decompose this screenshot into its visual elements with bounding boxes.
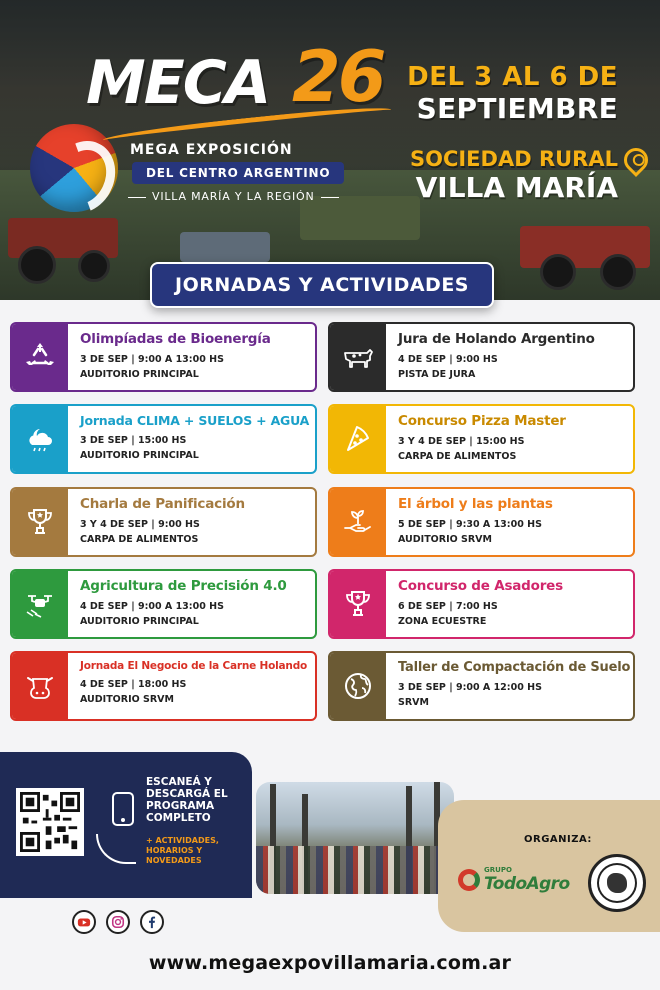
activity-title: Concurso Pizza Master	[398, 413, 566, 429]
organizer-label: ORGANIZA:	[524, 834, 592, 845]
activity-location: PISTA DE JURA	[398, 369, 476, 380]
instagram-icon[interactable]	[106, 910, 130, 934]
activity-title: Olimpíadas de Bioenergía	[80, 331, 271, 347]
activity-schedule: 5 DE SEP | 9:30 A 13:00 HS	[398, 519, 542, 530]
activity-schedule: 4 DE SEP | 9:00 HS	[398, 354, 498, 365]
event-details	[407, 62, 618, 204]
expo-subtitle: DEL CENTRO ARGENTINO	[132, 162, 344, 184]
activity-schedule: 3 DE SEP | 9:00 A 12:00 HS	[398, 682, 542, 693]
activity-text	[386, 406, 566, 472]
activity-location: CARPA DE ALIMENTOS	[398, 451, 517, 462]
meca-logo	[24, 36, 384, 220]
activity-text	[68, 653, 307, 719]
activity-text	[386, 489, 553, 555]
sociedad-rural-seal-icon	[588, 854, 646, 912]
logo-wordmark: MECA	[86, 48, 270, 118]
background-wheel	[18, 246, 56, 284]
activity-schedule: 3 Y 4 DE SEP | 9:00 HS	[80, 519, 200, 530]
activity-card	[328, 487, 635, 557]
activity-title: Jura de Holando Argentino	[398, 331, 595, 347]
todoagro-name: TodoAgro	[484, 874, 570, 894]
crowd-photo	[256, 782, 454, 894]
social-links	[72, 910, 164, 934]
qr-download-panel	[0, 752, 252, 898]
activity-title: Concurso de Asadores	[398, 578, 563, 594]
todoagro-group: GRUPO	[484, 866, 512, 874]
logo-sphere-icon	[30, 124, 118, 212]
facebook-icon[interactable]	[140, 910, 164, 934]
logo-year: 26	[292, 36, 384, 118]
activity-location: AUDITORIO PRINCIPAL	[80, 369, 199, 380]
activity-location: AUDITORIO SRVM	[398, 534, 492, 545]
activity-title: Charla de Panificación	[80, 496, 245, 512]
activity-title: El árbol y las plantas	[398, 496, 553, 512]
activity-schedule: 4 DE SEP | 18:00 HS	[80, 679, 187, 690]
youtube-icon[interactable]	[72, 910, 96, 934]
activity-text	[68, 489, 245, 555]
expo-full-name: MEGA EXPOSICIÓN	[130, 142, 293, 158]
activity-card	[328, 651, 635, 721]
qr-code[interactable]	[16, 788, 84, 856]
photo-crowd	[256, 846, 454, 894]
activity-text	[68, 406, 309, 472]
activity-card	[10, 651, 317, 721]
activity-card	[328, 404, 635, 474]
activity-schedule: 3 Y 4 DE SEP | 15:00 HS	[398, 436, 525, 447]
section-title: JORNADAS Y ACTIVIDADES	[150, 262, 494, 308]
cow-icon	[330, 324, 386, 390]
pizza-icon	[330, 406, 386, 472]
trophy-icon	[12, 489, 68, 555]
event-date-line1: DEL 3 AL 6 DE	[407, 62, 618, 92]
background-machine	[180, 232, 270, 262]
expo-region: VILLA MARÍA Y LA REGIÓN	[122, 190, 345, 203]
event-venue: SOCIEDAD RURAL	[409, 147, 618, 171]
plant-hand-icon	[330, 489, 386, 555]
activity-card	[10, 569, 317, 639]
background-wheel	[78, 250, 110, 282]
trophy-icon	[330, 571, 386, 637]
activity-title: Agricultura de Precisión 4.0	[80, 578, 287, 594]
qr-code-icon	[20, 792, 80, 852]
activity-location: AUDITORIO PRINCIPAL	[80, 616, 199, 627]
smartphone-icon	[112, 792, 134, 826]
arrow-icon	[96, 834, 136, 864]
weather-icon	[12, 406, 68, 472]
activity-location: AUDITORIO PRINCIPAL	[80, 450, 199, 461]
activity-text	[68, 571, 287, 637]
todoagro-mark-icon	[458, 869, 480, 891]
background-wheel	[600, 254, 636, 290]
activity-card	[328, 569, 635, 639]
activity-location: CARPA DE ALIMENTOS	[80, 534, 199, 545]
activity-schedule: 6 DE SEP | 7:00 HS	[398, 601, 498, 612]
activity-text	[386, 571, 563, 637]
event-city: VILLA MARÍA	[415, 171, 618, 204]
recycle-icon	[12, 324, 68, 390]
activity-schedule: 3 DE SEP | 9:00 A 13:00 HS	[80, 354, 224, 365]
activity-location: AUDITORIO SRVM	[80, 694, 174, 705]
todoagro-logo	[458, 866, 570, 893]
activity-card	[10, 487, 317, 557]
activity-title: Jornada El Negocio de la Carne Holando	[80, 660, 308, 672]
activity-text	[68, 324, 271, 390]
activity-text	[386, 653, 630, 719]
cow-head-icon	[12, 653, 68, 719]
activity-text	[386, 324, 595, 390]
drone-icon	[12, 571, 68, 637]
qr-title: ESCANEÁ Y DESCARGÁ EL PROGRAMA COMPLETO	[146, 776, 228, 824]
activity-schedule: 3 DE SEP | 15:00 HS	[80, 435, 187, 446]
activity-card	[10, 404, 317, 474]
activity-schedule: 4 DE SEP | 9:00 A 13:00 HS	[80, 601, 224, 612]
qr-note: + ACTIVIDADES, HORARIOS Y NOVEDADES	[146, 836, 219, 865]
activity-card	[10, 322, 317, 392]
event-date-line2: SEPTIEMBRE	[416, 92, 618, 125]
activity-location: SRVM	[398, 697, 429, 708]
activity-title: Jornada CLIMA + SUELOS + AGUA	[80, 413, 310, 428]
activity-card	[328, 322, 635, 392]
background-wheel	[540, 254, 576, 290]
hero-banner	[0, 0, 660, 300]
website-link[interactable]: www.megaexpovillamaria.com.ar	[148, 952, 512, 974]
activity-location: ZONA ECUESTRE	[398, 616, 487, 627]
activity-title: Taller de Compactación de Suelo	[398, 660, 631, 675]
organizer-panel	[438, 800, 660, 932]
globe-icon	[330, 653, 386, 719]
